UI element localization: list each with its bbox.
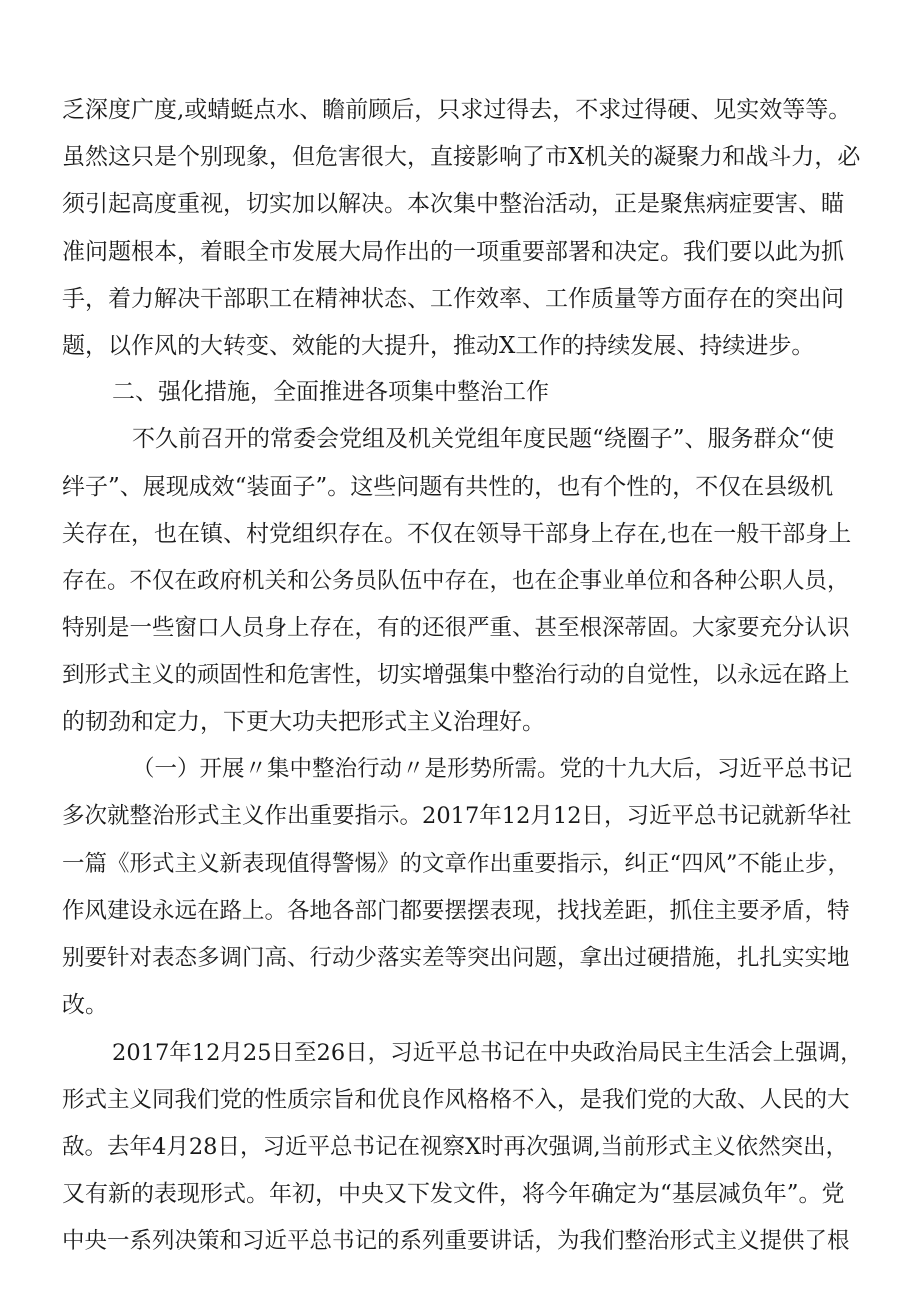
paragraph-line: 敌。去年4月28日，习近平总书记在视察X时再次强调,当前形式主义依然突出， <box>62 1134 849 1160</box>
paragraph-line: 一篇《形式主义新表现值得警惕》的文章作出重要指示，纠正“四风”不能止步， <box>62 851 851 877</box>
paragraph-line: 须引起高度重视，切实加以解决。本次集中整治活动，正是聚焦病症要害、瞄 <box>62 191 844 217</box>
paragraph-line: 不久前召开的常委会党组及机关党组年度民题“绕圈子”、服务群众“使 <box>132 426 835 452</box>
paragraph-line: 准问题根本，着眼全市发展大局作出的一项重要部署和决定。我们要以此为抓 <box>62 239 844 265</box>
paragraph-line: 存在。不仅在政府机关和公务员队伍中存在，也在企事业单位和各种公职人员， <box>62 568 850 594</box>
paragraph-line: 又有新的表现形式。年初，中央又下发文件，将今年确定为“基层减负年”。党 <box>62 1181 845 1207</box>
paragraph-line: 到形式主义的顽固性和危害性，切实增强集中整治行动的自觉性，以永远在路上 <box>62 662 850 688</box>
paragraph-line: 题，以作风的大转变、效能的大提升，推动X工作的持续发展、持续进步。 <box>62 333 815 359</box>
paragraph-line: 虽然这只是个别现象，但危害很大，直接影响了市X机关的凝聚力和战斗力，必 <box>62 144 861 170</box>
paragraph-line: 关存在，也在镇、村党组织存在。不仅在领导干部身上存在,也在一般干部身上 <box>62 521 852 547</box>
paragraph-line: 中央一系列决策和习近平总书记的系列重要讲话，为我们整治形式主义提供了根 <box>62 1228 850 1254</box>
paragraph-line: 改。 <box>62 992 108 1018</box>
paragraph-line: 别要针对表态多调门高、行动少落实差等突出问题，拿出过硬措施，扎扎实实地 <box>62 945 850 971</box>
paragraph-line: 2017年12月25日至26日，习近平总书记在中央政治局民主生活会上强调， <box>112 1040 863 1066</box>
section-heading: 二、强化措施，全面推进各项集中整治工作 <box>112 379 549 405</box>
paragraph-line: 作风建设永远在路上。各地各部门都要摆摆表现，找找差距，抓住主要矛盾，特 <box>62 898 850 924</box>
paragraph-line: 形式主义同我们党的性质宗旨和优良作风格格不入，是我们党的大敌、人民的大 <box>62 1087 850 1113</box>
paragraph-line: 特别是一些窗口人员身上存在，有的还很严重、甚至根深蒂固。大家要充分认识 <box>62 615 850 641</box>
paragraph-line: 乏深度广度,或蜻蜓点水、瞻前顾后，只求过得去，不求过得硬、见实效等等。 <box>62 97 852 123</box>
paragraph-line: 绊子”、展现成效“装面子”。这些问题有共性的，也有个性的，不仅在县级机 <box>62 474 834 500</box>
subsection-heading: （一）开展〃集中整治行动〃是形势所需。党的十九大后，习近平总书记 <box>132 756 853 782</box>
paragraph-line: 手，着力解决干部职工在精神状态、工作效率、工作质量等方面存在的突出问 <box>62 286 844 312</box>
paragraph-line: 的韧劲和定力，下更大功夫把形式主义治理好。 <box>62 709 545 735</box>
paragraph-line: 多次就整治形式主义作出重要指示。2017年12月12日，习近平总书记就新华社 <box>62 803 852 829</box>
